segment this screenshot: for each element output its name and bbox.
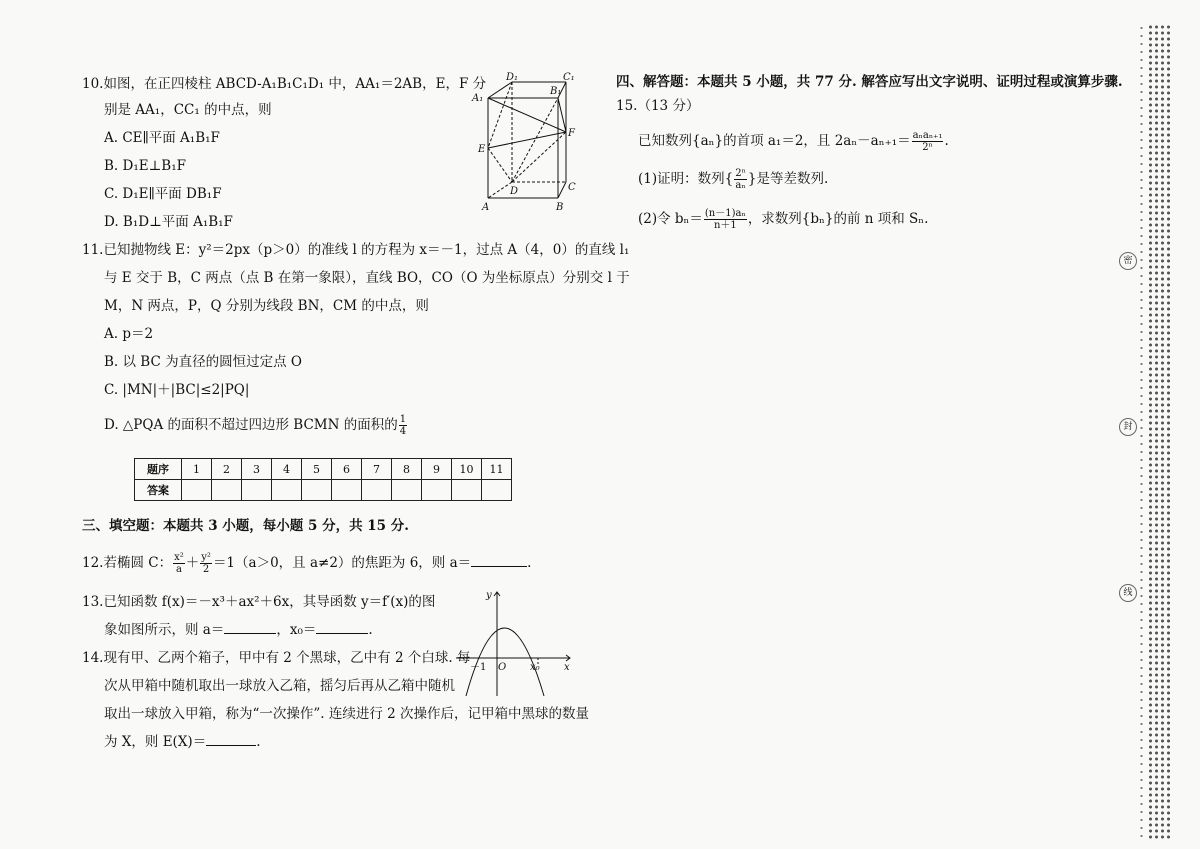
answer-cell[interactable] [452, 480, 482, 501]
answer-cell[interactable] [482, 480, 512, 501]
answer-cell[interactable] [332, 480, 362, 501]
answer-cell[interactable] [242, 480, 272, 501]
q12-pre: 若椭圆 C： [103, 555, 173, 571]
q11-stem-line2: 与 E 交于 B，C 两点（点 B 在第一象限），直线 BO，CO（O 为坐标原点）分别交 l 于 [104, 270, 630, 286]
q12-answer-blank[interactable] [471, 554, 527, 567]
q12-fraction-x: $\frac{\text{x²}}{a}$ [174, 552, 184, 575]
q14-line1 [82, 648, 470, 668]
q14-stem-line2: 次从甲箱中随机取出一球放入乙箱，摇匀后再从乙箱中随机 [104, 678, 455, 694]
q14-line4a: 为 X，则 E(X)＝ [104, 734, 207, 750]
answer-cell[interactable] [212, 480, 242, 501]
q10-option-c[interactable]: C. D₁E∥平面 DB₁F [104, 186, 222, 202]
derivative-graph [452, 586, 576, 700]
label-d: D [510, 186, 519, 197]
answer-table-number: 3 [242, 459, 272, 480]
answer-table-answer-row [135, 480, 512, 501]
q14-stem-line1: 现有甲、乙两个箱子，甲中有 2 个黑球，乙中有 2 个白球. 每 [103, 650, 471, 666]
answer-cell[interactable] [362, 480, 392, 501]
seal-mark-1: 密 [1119, 252, 1137, 270]
dotted-line [1160, 24, 1165, 840]
q14-line4b: . [256, 734, 261, 750]
answer-table-number: 10 [452, 459, 482, 480]
q11-stem-line3: M，N 两点，P，Q 分别为线段 BN，CM 的中点，则 [104, 298, 429, 314]
graph-origin-label: O [498, 662, 507, 673]
label-d1: D₁ [506, 72, 519, 83]
q15-stem-fraction: $\frac{\text{aₙaₙ₊₁}}{\text{2ⁿ}}$ [912, 130, 943, 153]
label-e: E [478, 144, 486, 155]
q11-stem-line1: 已知抛物线 E：y²＝2px（p＞0）的准线 l 的方程为 x＝－1，过点 A（4，0）的直线 l₁ [103, 242, 630, 258]
graph-x0-label: x₀ [530, 662, 540, 673]
q10-option-b[interactable]: B. D₁E⊥B₁F [104, 158, 186, 174]
label-c1: C₁ [563, 72, 575, 83]
answer-cell[interactable] [272, 480, 302, 501]
label-b1: B₁ [550, 86, 562, 97]
q13-line2 [104, 620, 373, 640]
q15-part2-fraction: $\frac{\text{(n－1)aₙ}}{n+1}$ [704, 208, 746, 231]
q15-part1-fraction: $\frac{\text{2ⁿ}}{\text{aₙ}}$ [735, 168, 746, 191]
q13-x0-blank[interactable] [316, 621, 368, 634]
q10-stem-line1: 如图，在正四棱柱 ABCD-A₁B₁C₁D₁ 中，AA₁＝2AB，E，F 分 [103, 76, 487, 92]
answer-table [134, 458, 512, 501]
q13-line2a: 象如图所示，则 a＝ [104, 622, 225, 638]
q15-stem-end: . [944, 133, 949, 149]
graph-minus1-label: －1 [470, 662, 487, 673]
q12-plus: ＋ [185, 555, 200, 571]
q12-line [82, 548, 531, 578]
section4-title: 四、解答题：本题共 5 小题，共 77 分. 解答应写出文字说明、证明过程或演算步骤. [616, 74, 1123, 90]
answer-cell[interactable] [182, 480, 212, 501]
dotted-line [1148, 24, 1153, 840]
q15-stem [638, 126, 949, 156]
q15-part2 [638, 204, 928, 234]
q15-part1-post: }是等差数列. [747, 171, 829, 187]
q11-line1 [82, 240, 629, 260]
label-c: C [568, 182, 576, 193]
q12-number: 12. [82, 555, 104, 571]
q13-stem-line1: 已知函数 f(x)＝－x³＋ax²＋6x，其导函数 y＝f′(x)的图 [103, 594, 436, 610]
q13-a-blank[interactable] [224, 621, 276, 634]
dotted-line [1166, 24, 1171, 840]
q15-stem-pre: 已知数列{aₙ}的首项 a₁＝2，且 2aₙ－aₙ₊₁＝ [638, 133, 911, 149]
q11-option-d-text: D. △PQA 的面积不超过四边形 BCMN 的面积的 [104, 417, 398, 433]
dotted-line [1154, 24, 1159, 840]
q11-option-c[interactable]: C. |MN|＋|BC|≤2|PQ| [104, 382, 250, 398]
q11-option-d-fraction: $\frac{1}{4}$ [399, 414, 407, 437]
answer-table-number: 1 [182, 459, 212, 480]
q12-post: ＝1（a＞0，且 a≠2）的焦距为 6，则 a＝ [212, 555, 472, 571]
q12-fraction-y: $\frac{\text{y²}}{2}$ [201, 552, 211, 575]
q11-option-a[interactable]: A. p＝2 [104, 326, 154, 342]
answer-table-header-number: 题序 [135, 459, 182, 480]
answer-table-number: 4 [272, 459, 302, 480]
graph-x-label: x [564, 662, 570, 673]
prism-figure [470, 70, 580, 215]
q14-answer-blank[interactable] [206, 733, 256, 746]
q15-part1-pre: (1)证明：数列{ [638, 171, 734, 187]
q15-part2-post: ，求数列{bₙ}的前 n 项和 Sₙ. [747, 211, 929, 227]
label-a1: A₁ [472, 93, 484, 104]
q11-option-d[interactable] [104, 414, 408, 437]
answer-cell[interactable] [422, 480, 452, 501]
label-b: B [556, 202, 564, 213]
answer-table-header-answer: 答案 [135, 480, 182, 501]
answer-table-number: 6 [332, 459, 362, 480]
answer-table-number: 2 [212, 459, 242, 480]
q10-option-d[interactable]: D. B₁D⊥平面 A₁B₁F [104, 214, 233, 230]
q14-line4 [104, 732, 261, 752]
seal-mark-3: 线 [1119, 584, 1137, 602]
dotted-line [1140, 24, 1143, 840]
q15-part2-pre: (2)令 bₙ＝ [638, 211, 703, 227]
answer-table-number: 9 [422, 459, 452, 480]
answer-cell[interactable] [392, 480, 422, 501]
q10-number: 10. [82, 76, 104, 92]
answer-table-number: 7 [362, 459, 392, 480]
answer-cell[interactable] [302, 480, 332, 501]
q12-end: . [527, 555, 532, 571]
q11-number: 11. [82, 242, 104, 258]
answer-table-number-row [135, 459, 512, 480]
q15-part1 [638, 164, 828, 194]
q13-line2b: ，x₀＝ [276, 622, 317, 638]
q15-header: 15.（13 分） [616, 98, 700, 114]
q13-line2c: . [368, 622, 373, 638]
q13-line1 [82, 592, 435, 612]
label-f: F [568, 128, 575, 139]
q13-number: 13. [82, 594, 104, 610]
seal-mark-2: 封 [1119, 418, 1137, 436]
q11-option-b[interactable]: B. 以 BC 为直径的圆恒过定点 O [104, 354, 302, 370]
q14-stem-line3: 取出一球放入甲箱，称为“一次操作”. 连续进行 2 次操作后，记甲箱中黑球的数量 [104, 706, 590, 722]
binding-margin [1140, 10, 1176, 840]
q10-stem-line2: 别是 AA₁，CC₁ 的中点，则 [104, 102, 272, 118]
q10-line1 [82, 74, 486, 94]
section3-title: 三、填空题：本题共 3 小题，每小题 5 分，共 15 分. [82, 518, 409, 534]
graph-y-label: y [486, 590, 492, 601]
label-a: A [482, 202, 490, 213]
answer-table-number: 5 [302, 459, 332, 480]
answer-table-number: 11 [482, 459, 512, 480]
q14-number: 14. [82, 650, 104, 666]
answer-table-number: 8 [392, 459, 422, 480]
q10-option-a[interactable]: A. CE∥平面 A₁B₁F [104, 130, 220, 146]
